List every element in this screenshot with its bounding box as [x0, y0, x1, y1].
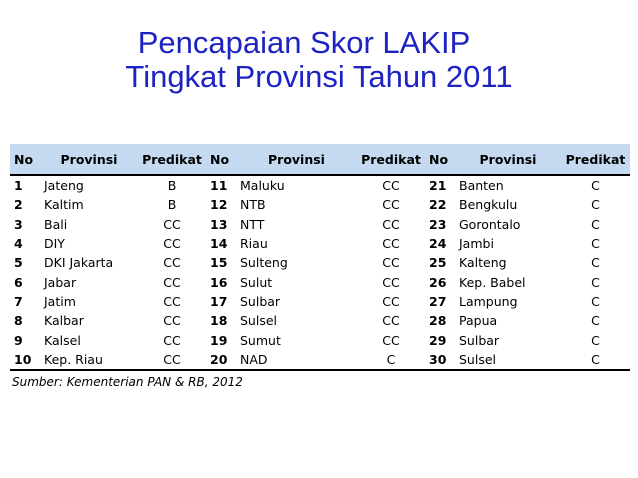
cell-no: 28	[429, 313, 447, 329]
cell-provinsi: Kep. Babel	[459, 274, 526, 290]
cell-provinsi: Bengkulu	[459, 197, 518, 213]
cell-predikat: CC	[138, 350, 206, 370]
cell-provinsi: Gorontalo	[459, 216, 521, 232]
cell-no: 18	[210, 313, 228, 329]
cell-no: 3	[14, 216, 23, 232]
cell-predikat: CC	[382, 293, 400, 309]
cell-predikat: CC	[163, 293, 181, 309]
cell-provinsi: NTB	[240, 197, 266, 213]
cell-predikat: CC	[382, 178, 400, 194]
cell-no: 2	[14, 197, 23, 213]
cell-predikat: CC	[382, 274, 400, 290]
cell-predikat: C	[591, 274, 600, 290]
cell-no: 10	[10, 350, 40, 370]
cell-provinsi: Sulbar	[240, 293, 281, 309]
cell-predikat: CC	[163, 313, 181, 329]
column-header-no: No	[206, 144, 236, 175]
cell-provinsi: Jateng	[44, 178, 84, 194]
cell-predikat: CC	[163, 255, 181, 271]
cell-provinsi: Sulteng	[240, 255, 288, 271]
table-row	[10, 272, 630, 291]
cell-provinsi: Banten	[459, 178, 504, 194]
cell-provinsi: NTT	[240, 216, 265, 232]
column-header-provinsi: Provinsi	[455, 144, 561, 175]
cell-no: 27	[429, 293, 447, 309]
cell-provinsi: Bali	[44, 216, 68, 232]
cell-no: 12	[210, 197, 228, 213]
cell-provinsi: Sulut	[240, 274, 273, 290]
column-header-provinsi: Provinsi	[236, 144, 357, 175]
cell-predikat: CC	[382, 332, 400, 348]
cell-no: 7	[14, 293, 23, 309]
cell-predikat: C	[591, 293, 600, 309]
cell-no: 14	[210, 236, 228, 252]
cell-provinsi: Sumut	[240, 332, 281, 348]
cell-provinsi: Riau	[240, 236, 268, 252]
cell-provinsi: Jabar	[44, 274, 77, 290]
cell-no: 24	[429, 236, 447, 252]
cell-no: 17	[210, 293, 228, 309]
table-row	[10, 350, 630, 370]
cell-no: 20	[206, 350, 236, 370]
slide-title	[0, 26, 638, 94]
cell-no: 5	[14, 255, 23, 271]
cell-no: 26	[429, 274, 447, 290]
cell-no: 19	[210, 332, 228, 348]
cell-predikat: CC	[163, 332, 181, 348]
column-header-no: No	[10, 144, 40, 175]
cell-predikat: C	[561, 350, 630, 370]
cell-provinsi: Kalteng	[459, 255, 507, 271]
table-row	[10, 175, 630, 195]
cell-provinsi: Lampung	[459, 293, 518, 309]
cell-predikat: CC	[382, 236, 400, 252]
table-row	[10, 292, 630, 311]
cell-provinsi: DKI Jakarta	[44, 255, 114, 271]
cell-no: 29	[429, 332, 447, 348]
source-note: Sumber: Kementerian PAN & RB, 2012	[12, 375, 243, 389]
cell-no: 30	[425, 350, 455, 370]
title-line-2: Tingkat Provinsi Tahun 2011	[125, 59, 513, 94]
cell-no: 25	[429, 255, 447, 271]
cell-predikat: CC	[382, 216, 400, 232]
cell-predikat: CC	[382, 255, 400, 271]
column-header-predikat: Predikat	[357, 144, 425, 175]
cell-provinsi: Kaltim	[44, 197, 84, 213]
table-body	[10, 175, 630, 370]
cell-provinsi: NAD	[236, 350, 357, 370]
cell-predikat: B	[167, 178, 177, 194]
cell-no: 16	[210, 274, 228, 290]
cell-no: 22	[429, 197, 447, 213]
cell-predikat: C	[591, 178, 600, 194]
cell-provinsi: Kalbar	[44, 313, 84, 329]
cell-no: 21	[429, 178, 447, 194]
table-row	[10, 330, 630, 349]
cell-provinsi: Jambi	[459, 236, 494, 252]
cell-provinsi: Kep. Riau	[40, 350, 138, 370]
cell-no: 9	[14, 332, 23, 348]
cell-no: 15	[210, 255, 228, 271]
lakip-table-container	[10, 144, 630, 371]
lakip-score-table	[10, 144, 630, 371]
table-row	[10, 234, 630, 253]
cell-no: 1	[14, 178, 23, 194]
cell-provinsi: Sulsel	[240, 313, 278, 329]
title-line-1: Pencapaian Skor LAKIP	[137, 25, 471, 60]
cell-predikat: CC	[163, 236, 181, 252]
cell-provinsi: Sulbar	[459, 332, 500, 348]
cell-no: 8	[14, 313, 23, 329]
cell-provinsi: Kalsel	[44, 332, 81, 348]
column-header-predikat: Predikat	[138, 144, 206, 175]
table-row	[10, 195, 630, 214]
cell-predikat: C	[591, 313, 600, 329]
cell-provinsi: Jatim	[44, 293, 76, 309]
table-header-row	[10, 144, 630, 175]
column-header-no: No	[425, 144, 455, 175]
cell-predikat: CC	[163, 216, 181, 232]
cell-provinsi: Maluku	[240, 178, 285, 194]
cell-predikat: CC	[382, 197, 400, 213]
cell-provinsi: DIY	[44, 236, 65, 252]
column-header-predikat: Predikat	[561, 144, 630, 175]
cell-no: 11	[210, 178, 228, 194]
table-row	[10, 215, 630, 234]
cell-predikat: B	[167, 197, 177, 213]
cell-predikat: C	[591, 197, 600, 213]
cell-predikat: C	[591, 236, 600, 252]
cell-no: 4	[14, 236, 23, 252]
cell-predikat: C	[357, 350, 425, 370]
column-header-provinsi: Provinsi	[40, 144, 138, 175]
cell-provinsi: Sulsel	[455, 350, 561, 370]
cell-predikat: CC	[163, 274, 181, 290]
table-row	[10, 311, 630, 330]
cell-predikat: C	[591, 216, 600, 232]
table-row	[10, 253, 630, 272]
cell-provinsi: Papua	[459, 313, 498, 329]
cell-predikat: C	[591, 332, 600, 348]
cell-predikat: C	[591, 255, 600, 271]
cell-no: 23	[429, 216, 447, 232]
cell-no: 13	[210, 216, 228, 232]
cell-predikat: CC	[382, 313, 400, 329]
cell-no: 6	[14, 274, 23, 290]
